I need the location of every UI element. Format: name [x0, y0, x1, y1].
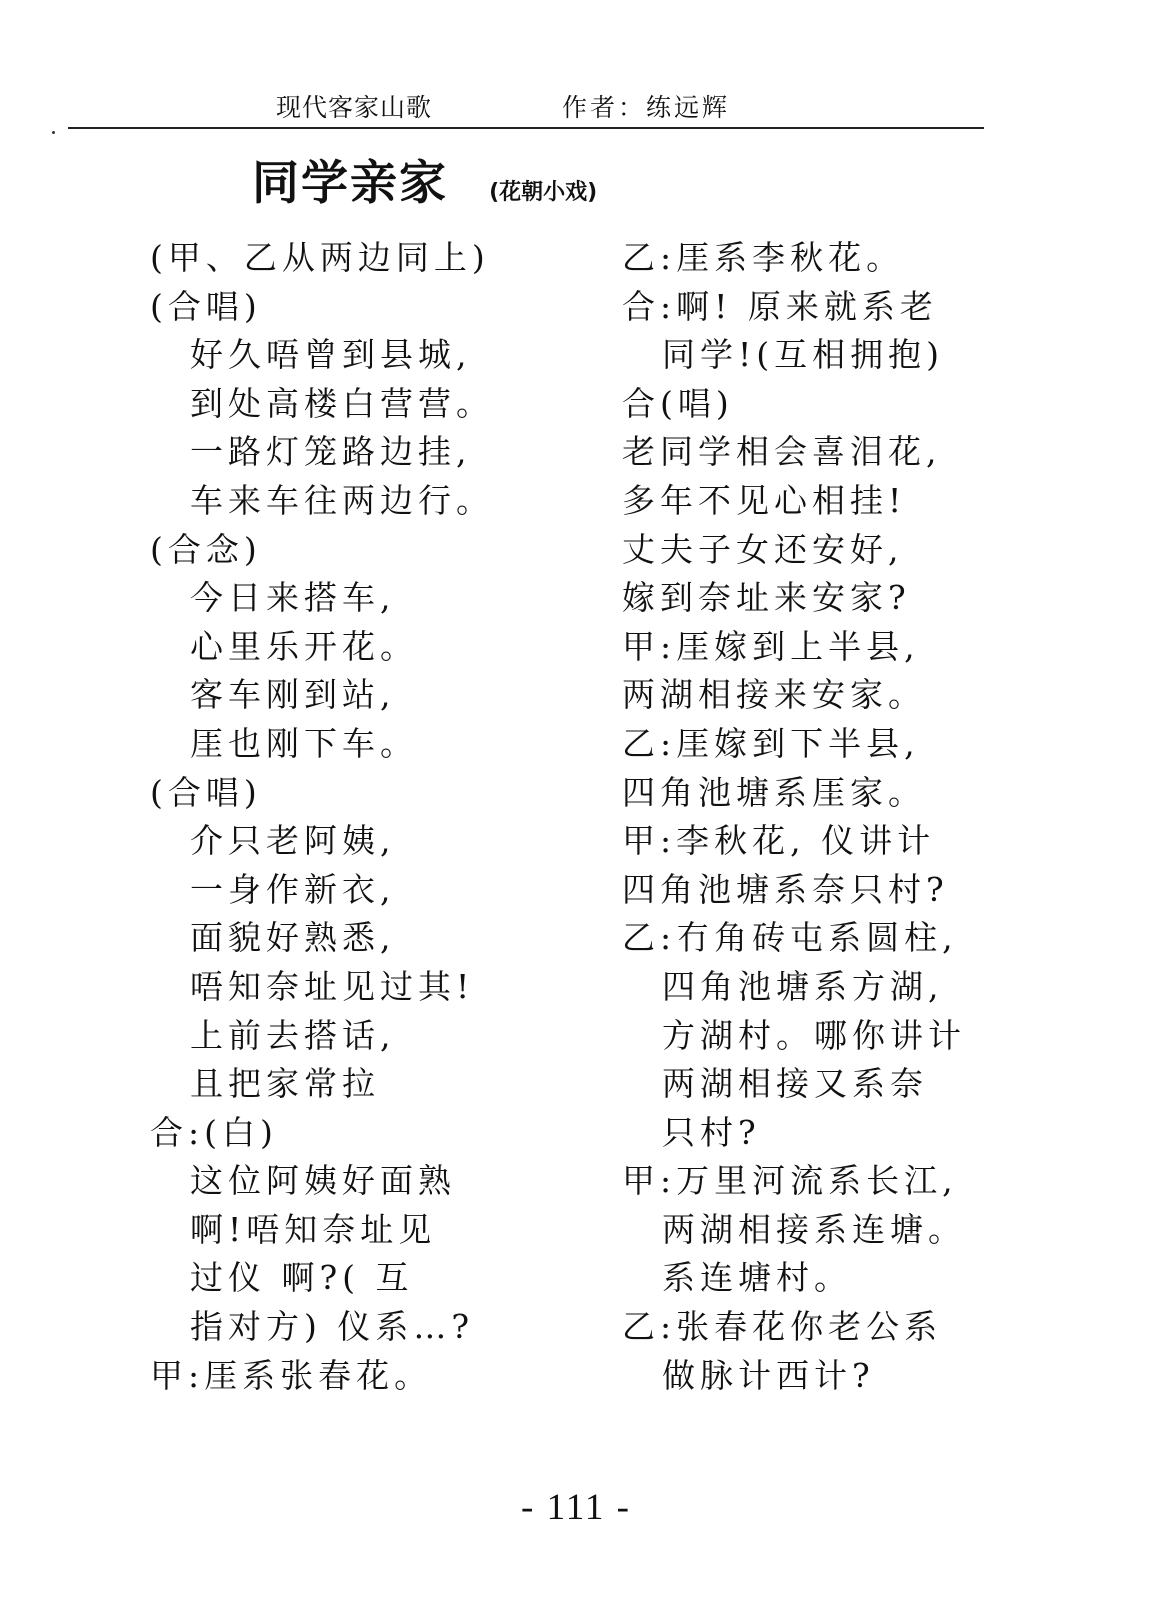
- text-line: 做脉计西计?: [662, 1355, 875, 1395]
- text-line: 厓也刚下车。: [190, 723, 418, 763]
- text-line: (合唱): [150, 286, 262, 326]
- text-line: 且把家常拉: [190, 1064, 380, 1104]
- text-line: 四角池塘系方湖,: [662, 966, 944, 1006]
- title-block: [252, 146, 598, 211]
- text-line: 合:(白): [150, 1112, 278, 1152]
- text-line: 这位阿姨好面熟: [190, 1161, 456, 1201]
- text-line: 心里乐开花。: [190, 626, 418, 666]
- text-line: 合:啊! 原来就系老: [622, 286, 938, 326]
- text-line: 多年不见心相挂!: [622, 480, 907, 520]
- text-line: 丈夫子女还安好,: [622, 529, 904, 569]
- text-line: 乙:厓系李秋花。: [622, 238, 905, 277]
- text-line: 只村?: [662, 1112, 761, 1152]
- text-line: 面貌好熟悉,: [190, 918, 396, 958]
- text-line: 系连塘村。: [662, 1258, 852, 1298]
- text-line: 唔知奈址见过其!: [190, 966, 475, 1006]
- text-line: 过仪 啊?( 互: [190, 1258, 414, 1298]
- text-line: 好久唔曾到县城,: [190, 335, 472, 375]
- text-line: 乙:张春花你老公系: [622, 1307, 943, 1347]
- text-line: (合唱): [150, 772, 262, 812]
- right-text-column: [622, 234, 966, 1400]
- text-line: 嫁到奈址来安家?: [622, 578, 911, 618]
- text-line: 介只老阿姨,: [190, 821, 396, 861]
- running-header: [68, 86, 984, 122]
- text-line: 甲:厓系张春花。: [150, 1355, 433, 1395]
- text-line: 甲:万里河流系长江,: [622, 1161, 958, 1201]
- left-text-column: [150, 234, 494, 1400]
- text-line: 甲:厓嫁到上半县,: [622, 626, 920, 666]
- text-line: 方湖村。哪你讲计: [662, 1015, 966, 1055]
- text-line: 今日来搭车,: [190, 578, 396, 618]
- book-title: 现代客家山歌: [276, 93, 433, 122]
- text-line: 啊!唔知奈址见: [190, 1209, 437, 1249]
- text-line: (甲、乙从两边同上): [150, 238, 490, 277]
- scan-speck: [52, 131, 55, 134]
- text-line: 客车刚到站,: [190, 675, 396, 715]
- text-line: 老同学相会喜泪花,: [622, 432, 942, 472]
- text-line: 一路灯笼路边挂,: [190, 432, 472, 472]
- page-title: 同学亲家: [252, 156, 448, 211]
- text-line: 两湖相接系连塘。: [662, 1209, 966, 1249]
- text-line: 两湖相接来安家。: [622, 675, 926, 715]
- text-line: 指对方) 仪系…?: [190, 1307, 475, 1347]
- text-line: 上前去搭话,: [190, 1015, 396, 1055]
- text-line: 乙:厓嫁到下半县,: [622, 723, 920, 763]
- text-line: 甲:李秋花, 仪讲计: [622, 821, 936, 861]
- text-line: 两湖相接又系奈: [662, 1064, 928, 1104]
- text-line: 乙:冇角砖屯系圆柱,: [622, 918, 958, 958]
- text-line: 四角池塘系厓家。: [622, 772, 926, 812]
- page-number: - 111 -: [521, 1487, 631, 1528]
- author-credit: 作者：练远辉: [562, 93, 731, 122]
- text-line: 到处高楼白营营。: [190, 383, 494, 423]
- header-divider: [68, 127, 984, 129]
- text-line: 同学!(互相拥抱): [662, 335, 945, 375]
- text-line: 合(唱): [622, 383, 734, 423]
- text-line: 一身作新衣,: [190, 869, 396, 909]
- text-line: 车来车往两边行。: [190, 480, 494, 520]
- page-subtitle: (花朝小戏): [489, 180, 598, 205]
- text-line: (合念): [150, 529, 262, 569]
- text-line: 四角池塘系奈只村?: [622, 869, 949, 909]
